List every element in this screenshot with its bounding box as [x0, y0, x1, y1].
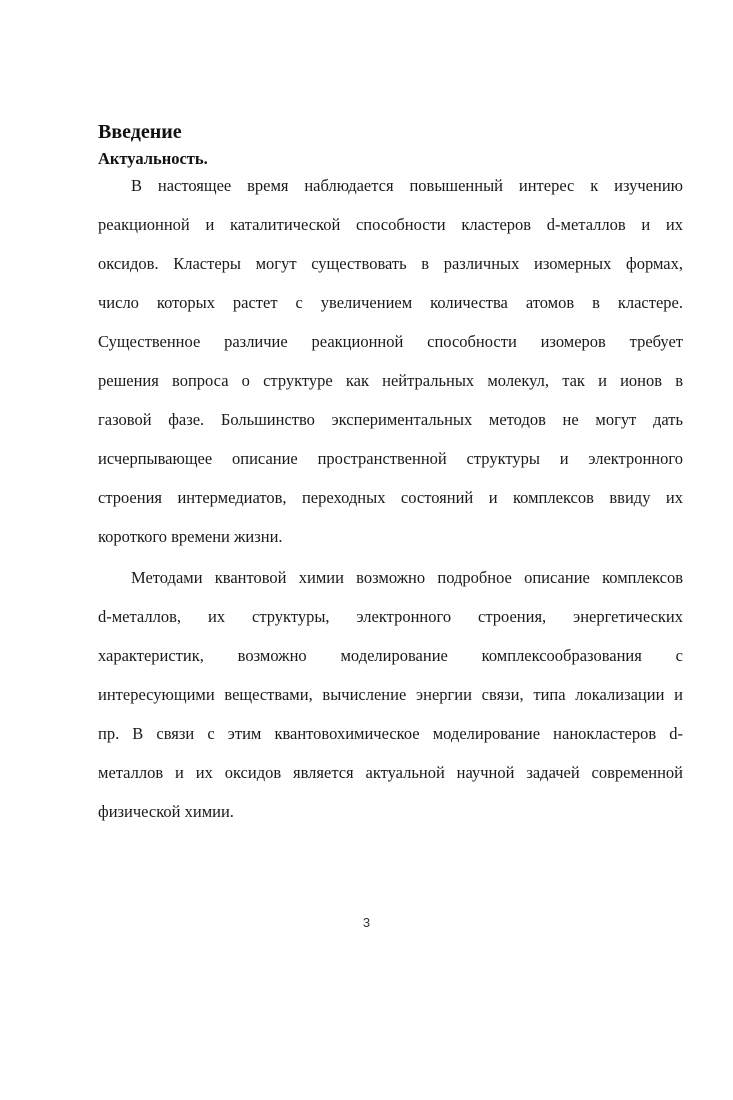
paragraph-1-line: газовой фазе. Большинство экспериментальных методов не могут дать	[98, 410, 683, 429]
paragraph-1-line: реакционной и каталитической способности кластеров d-металлов и их	[98, 215, 683, 234]
paragraph-2-line: металлов и их оксидов является актуальной научной задачей современной	[98, 763, 683, 782]
page-number: 3	[362, 915, 371, 930]
paragraph-1-line: исчерпывающее описание пространственной структуры и электронного	[98, 449, 683, 468]
paragraph-1-line: Существенное различие реакционной способности изомеров требует	[98, 332, 683, 351]
paragraph-2-line: d-металлов, их структуры, электронного строения, энергетических	[98, 607, 683, 626]
paragraph-2-line: физической химии.	[98, 802, 234, 821]
paragraph-1-line: короткого времени жизни.	[98, 527, 283, 546]
paragraph-2-line: характеристик, возможно моделирование комплексообразования с	[98, 646, 683, 665]
paragraph-1-line: решения вопроса о структуре как нейтральных молекул, так и ионов в	[98, 371, 683, 390]
paragraph-2-line: пр. В связи с этим квантовохимическое моделирование нанокластеров d-	[98, 724, 683, 743]
paragraph-1-line: строения интермедиатов, переходных состояний и комплексов ввиду их	[98, 488, 683, 507]
section-subtitle: Актуальность.	[98, 149, 208, 168]
paragraph-1-line: оксидов. Кластеры могут существовать в различных изомерных формах,	[98, 254, 683, 273]
paragraph-1-line: число которых растет с увеличением количества атомов в кластере.	[98, 293, 683, 312]
paragraph-2-line: Методами квантовой химии возможно подробное описание комплексов	[131, 568, 683, 587]
section-title: Введение	[98, 121, 182, 143]
paragraph-1-line: В настоящее время наблюдается повышенный интерес к изучению	[131, 176, 683, 195]
paragraph-2-line: интересующими веществами, вычисление энергии связи, типа локализации и	[98, 685, 683, 704]
